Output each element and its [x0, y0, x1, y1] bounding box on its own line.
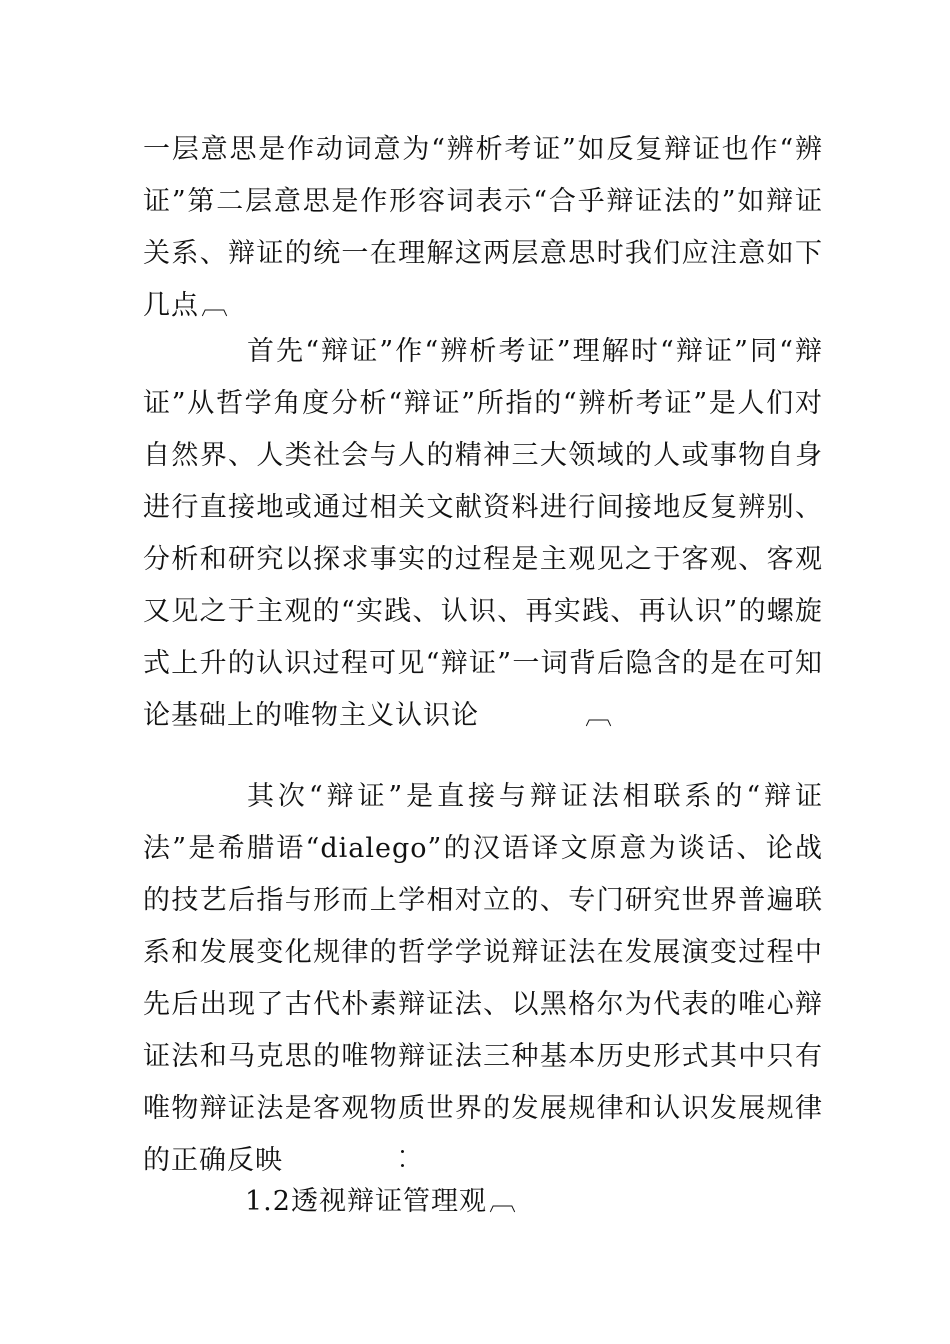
paragraph-2 [143, 326, 823, 742]
paragraph-2-end-mark: ︹ [585, 700, 613, 731]
section-heading-text: 1.2透视辩证管理观 [245, 1186, 487, 1217]
section-heading-end-mark: ︹ [488, 1186, 517, 1217]
paragraph-1-text: 一层意思是作动词意为“辨析考证”如反复辩证也作“辨证”第二层意思是作形容词表示“合乎辩证法的”如辩证关系、辩证的统一在理解这两层意思时我们应注意如下几点 [143, 134, 823, 321]
paragraph-3-text: 其次“辩证”是直接与辩证法相联系的“辩证法”是希腊语“dialego”的汉语译文原意为谈话、论战的技艺后指与形而上学相对立的、专门研究世界普遍联系和发展变化规律的哲学学说辩证法在发展演变过程中先后出现了古代朴素辩证法、以黑格尔为代表的唯心辩证法和马克思的唯物辩证法三种基本历史形式其中只有唯物辩证法是客观物质世界的发展规律和认识发展规律的正确反映 [143, 781, 823, 1176]
paragraph-1-end-mark: ︹ [201, 290, 229, 321]
paragraph-3 [143, 771, 823, 1187]
section-heading [245, 1176, 517, 1228]
paragraph-1 [143, 124, 823, 332]
paragraph-3-end-mark: ︰ [389, 1145, 417, 1176]
paragraph-2-text: 首先“辩证”作“辨析考证”理解时“辩证”同“辩证”从哲学角度分析“辩证”所指的“辨析考证”是人们对自然界、人类社会与人的精神三大领域的人或事物自身进行直接地或通过相关文献资料进行间接地反复辨别、分析和研究以探求事实的过程是主观见之于客观、客观又见之于主观的“实践、认识、再实践、再认识”的螺旋式上升的认识过程可见“辩证”一词背后隐含的是在可知论基础上的唯物主义认识论 [143, 336, 823, 731]
